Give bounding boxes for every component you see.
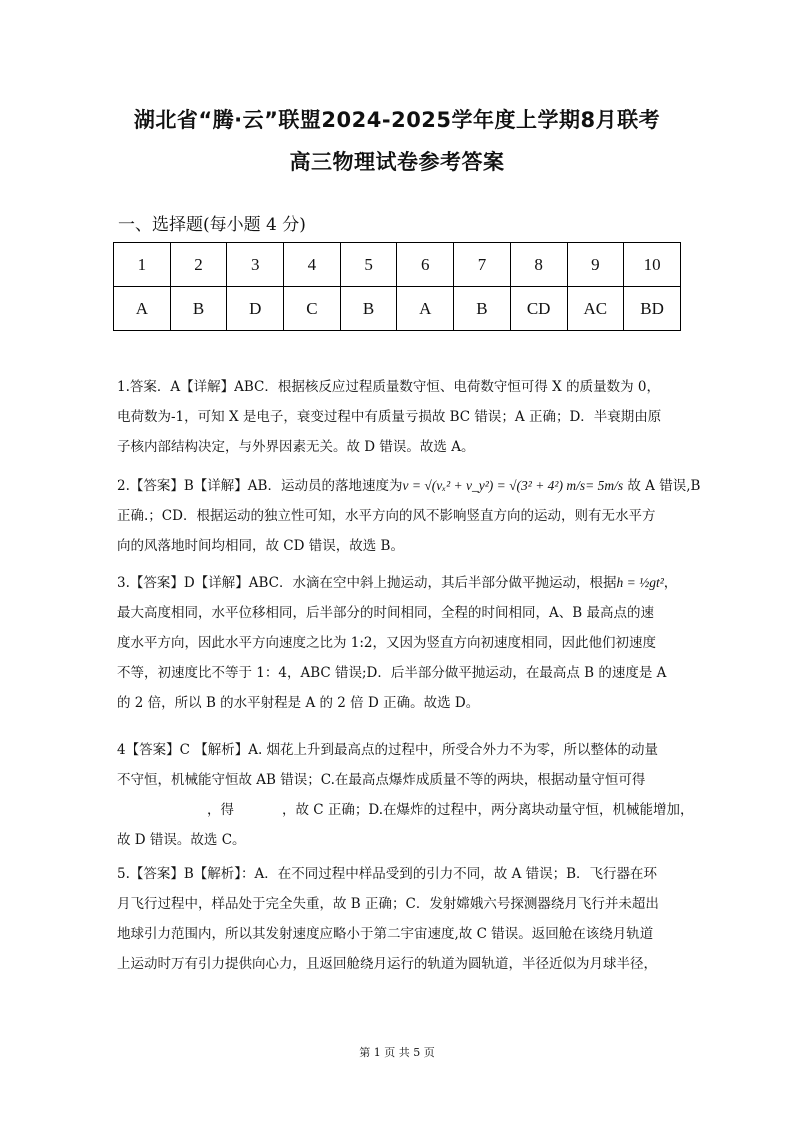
answer-cell: A [397, 287, 454, 331]
text-line: 向的风落地时间均相同，故 CD 错误，故选 B。 [117, 538, 404, 554]
page-subtitle: 高三物理试卷参考答案 [289, 150, 505, 174]
text-line: 故 D 错误。故选 C。 [117, 832, 246, 848]
text-line: 子核内部结构决定，与外界因素无关。故 D 错误。故选 A。 [117, 439, 475, 455]
explanation-q1 [117, 372, 677, 462]
answer-cell: B [170, 287, 227, 331]
text-line: 5.【答案】B【解析】：A．在不同过程中样品受到的引力不同，故 A 错误；B．飞行器在环 [117, 866, 658, 882]
text-span: 故 A 错误,B [627, 478, 701, 494]
text-span: ， [663, 575, 678, 591]
text-line: 的 2 倍，所以 B 的水平射程是 A 的 2 倍 D 正确。故选 D。 [117, 695, 480, 711]
answer-cell: C [284, 287, 341, 331]
text-line: 正确.；CD．根据运动的独立性可知，水平方向的风不影响竖直方向的运动，则有无水平方 [117, 508, 656, 524]
question-number-cell: 6 [397, 243, 454, 287]
question-number-cell: 1 [114, 243, 171, 287]
answer-table [113, 242, 681, 331]
text-span: ，得 [207, 802, 234, 818]
answer-cell: AC [567, 287, 624, 331]
text-line: 地球引力范围内，所以其发射速度应略小于第二宇宙速度,故 C 错误。返回舱在该绕月轨道 [117, 926, 654, 942]
explanation-q4 [117, 735, 694, 855]
answer-cell: BD [624, 287, 681, 331]
answer-cell: B [454, 287, 511, 331]
answer-row [114, 287, 681, 331]
explanation-q5 [117, 859, 677, 979]
page-title: 湖北省“腾·云”联盟2024-2025学年度上学期8月联考 [133, 108, 661, 132]
text-line: 最大高度相同，水平位移相同，后半部分的时间相同，全程的时间相同，A、B 最高点的速 [117, 605, 654, 621]
question-number-cell: 4 [284, 243, 341, 287]
explanation-q2 [117, 471, 701, 561]
question-number-cell: 9 [567, 243, 624, 287]
answer-cell: B [340, 287, 397, 331]
text-line: 不守恒，机械能守恒故 AB 错误；C.在最高点爆炸成质量不等的两块，根据动量守恒可得 [117, 772, 646, 788]
text-span: 3.【答案】D【详解】ABC．水滴在空中斜上抛运动，其后半部分做平抛运动，根据 [117, 575, 617, 591]
text-span: ，故 C 正确；D.在爆炸的过程中，两分离块动量守恒，机械能增加， [282, 802, 694, 818]
text-line: 1.答案．A【详解】ABC．根据核反应过程质量数守恒、电荷数守恒可得 X 的质量数为 0， [117, 379, 660, 395]
text-line: 度水平方向，因此水平方向速度之比为 1:2，又因为竖直方向初速度相同，因此他们初速度 [117, 635, 657, 651]
question-number-cell: 7 [454, 243, 511, 287]
height-formula: h = ½gt² [616, 575, 664, 590]
page-footer: 第 1 页 共 5 页 [359, 1046, 435, 1059]
text-line: 上运动时万有引力提供向心力，且返回舱绕月运行的轨道为圆轨道，半径近似为月球半径， [117, 956, 657, 972]
text-line: 不等，初速度比不等于 1：4，ABC 错误;D．后半部分做平抛运动，在最高点 B 的速度是 A [117, 665, 667, 681]
question-number-row [114, 243, 681, 287]
question-number-cell: 3 [227, 243, 284, 287]
answer-cell: A [114, 287, 171, 331]
text-span: 2.【答案】B【详解】AB．运动员的落地速度为 [117, 478, 403, 494]
question-number-cell: 10 [624, 243, 681, 287]
question-number-cell: 2 [170, 243, 227, 287]
explanation-q3 [117, 568, 677, 718]
answer-cell: D [227, 287, 284, 331]
section-heading: 一、选择题(每小题 4 分) [118, 215, 306, 235]
question-number-cell: 5 [340, 243, 397, 287]
text-line: 月飞行过程中，样品处于完全失重，故 B 正确；C．发射嫦娥六号探测器绕月飞行并未超出 [117, 896, 659, 912]
velocity-formula: v = √(vₓ² + v_y²) = √(3² + 4²) m/s= 5m/s [402, 478, 624, 493]
question-number-cell: 8 [510, 243, 567, 287]
answer-cell: CD [510, 287, 567, 331]
text-line: 4【答案】C 【解析】A. 烟花上升到最高点的过程中，所受合外力不为零，所以整体的动量 [117, 742, 659, 758]
text-line: 电荷数为-1，可知 X 是电子，衰变过程中有质量亏损故 BC 错误；A 正确；D．半衰期由原 [117, 409, 662, 425]
